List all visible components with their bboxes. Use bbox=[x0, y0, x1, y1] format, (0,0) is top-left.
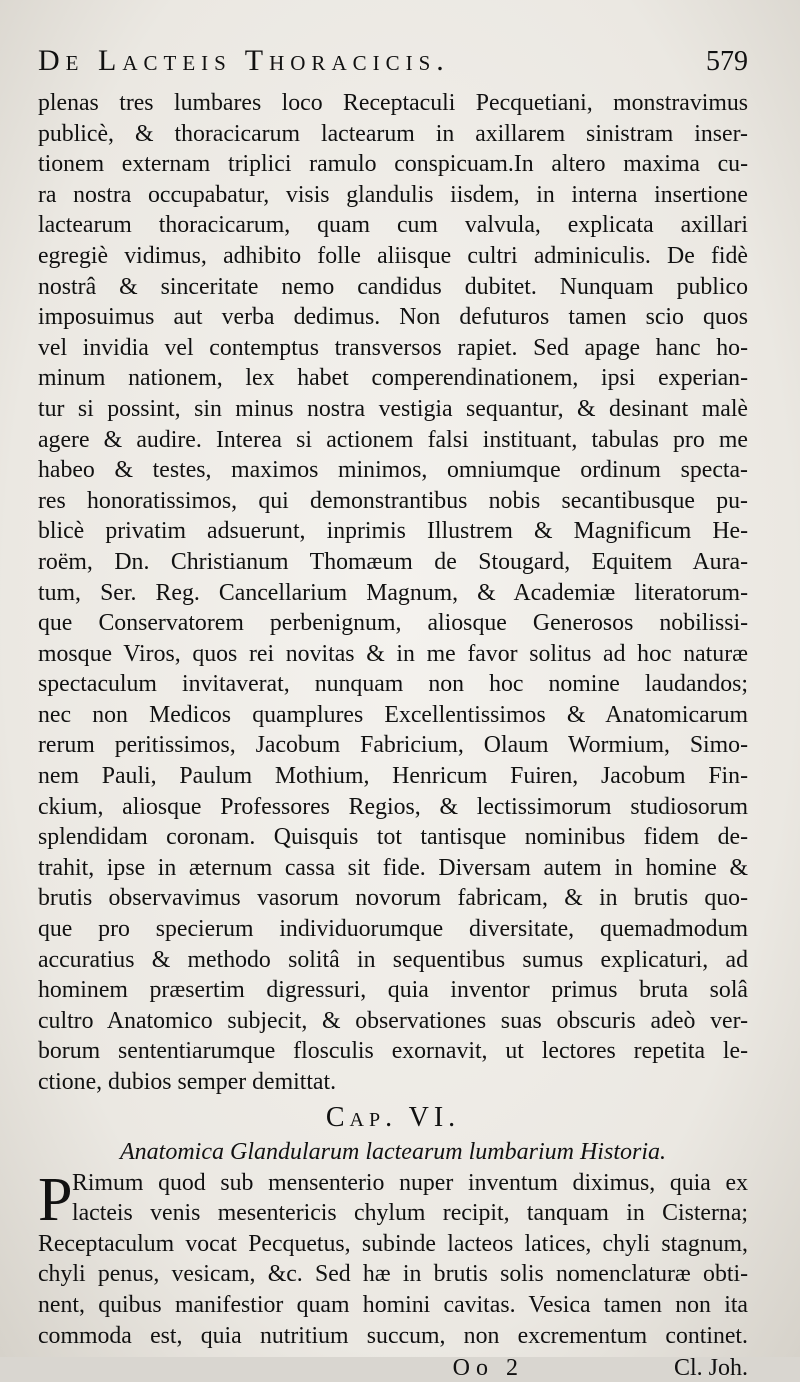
text-line: res honoratissimos, qui demonstrantibus nobis secantibusque pu- bbox=[38, 487, 748, 514]
catchword: Cl. Joh. bbox=[673, 1355, 748, 1382]
text-line: ckium, aliosque Professores Regios, & lectissimorum studiosorum bbox=[38, 793, 748, 820]
text-line: ra nostra occupabatur, visis glandulis iisdem, in interna insertione bbox=[38, 181, 748, 208]
text-line: tur si possint, sin minus nostra vestigia sequantur, & desinant malè bbox=[38, 395, 748, 422]
running-title: De Lacteis Thoracicis. bbox=[38, 44, 450, 77]
chapter-text-line: nent, quibus manifestior quam homini cavitas. Vesica tamen non ita bbox=[38, 1291, 748, 1318]
text-line: publicè, & thoracicarum lactearum in axillarem sinistram inser- bbox=[38, 120, 748, 147]
text-line: egregiè vidimus, adhibito folle aliisque cultri adminiculis. De fidè bbox=[38, 242, 748, 269]
text-line: splendidam coronam. Quisquis tot tantisque nominibus fidem de- bbox=[38, 824, 748, 851]
text-line: brutis observavimus vasorum novorum fabricam, & in brutis quo- bbox=[38, 885, 748, 912]
text-line: lactearum thoracicarum, quam cum valvula, explicata axillari bbox=[38, 212, 748, 239]
text-line: borum sententiarumque flosculis exornavit, ut lectores repetita le- bbox=[38, 1038, 748, 1065]
text-line: imposuimus aut verba dedimus. Non defuturos tamen scio quos bbox=[38, 304, 748, 331]
text-line: tum, Ser. Reg. Cancellarium Magnum, & Academiæ literatorum- bbox=[38, 579, 748, 606]
text-line: nostrâ & sinceritate nemo candidus dubitet. Nunquam publico bbox=[38, 273, 748, 300]
running-head bbox=[38, 44, 748, 88]
text-line: minum nationem, lex habet comperendinationem, ipsi experian- bbox=[38, 365, 748, 392]
text-line: habeo & testes, maximos minimos, omniumque ordinum specta- bbox=[38, 457, 748, 484]
text-line: agere & audire. Interea si actionem falsi instituant, tabulas pro me bbox=[38, 426, 748, 453]
text-line: spectaculum invitaverat, nunquam non hoc nomine laudandos; bbox=[38, 671, 748, 698]
text-line: vel invidia vel contemptus transversos rapiet. Sed apage hanc ho- bbox=[38, 334, 748, 361]
chapter-heading: Cap. VI. bbox=[325, 1101, 461, 1133]
text-line: hominem præsertim digressuri, quia inventor primus bruta solâ bbox=[38, 977, 748, 1004]
text-line: rerum peritissimos, Jacobum Fabricium, Olaum Wormium, Simo- bbox=[38, 732, 748, 759]
page-number: 579 bbox=[706, 46, 748, 77]
signature-mark: Oo 2 bbox=[452, 1355, 524, 1382]
page-footer bbox=[38, 1355, 748, 1382]
text-line: ctione, dubios semper demittat. bbox=[38, 1069, 337, 1095]
text-line: trahit, ipse in æternum cassa sit fide. Diversam autem in homine & bbox=[38, 854, 748, 881]
chapter-text-line: lacteis venis mesentericis chylum recipit, tanquam in Cisterna; bbox=[72, 1200, 748, 1227]
chapter-text-line: chyli penus, vesicam, &c. Sed hæ in brutis solis nomenclaturæ obti- bbox=[38, 1261, 748, 1288]
body-text bbox=[38, 88, 748, 1098]
text-line: mosque Viros, quos rei novitas & in me favor solitus ad hoc naturæ bbox=[38, 640, 748, 667]
chapter-subtitle: Anatomica Glandularum lactearum lumbarium Historia. bbox=[120, 1138, 666, 1165]
text-line: que pro specierum individuorumque diversitate, quemadmodum bbox=[38, 916, 748, 943]
text-line: que Conservatorem perbenignum, aliosque Generosos nobilissi- bbox=[38, 610, 748, 637]
chapter-first-paragraph bbox=[38, 1165, 748, 1352]
text-line: roëm, Dn. Christianum Thomæum de Stougard, Equitem Aura- bbox=[38, 548, 748, 575]
text-line: plenas tres lumbares loco Receptaculi Pecquetiani, monstravimus bbox=[38, 90, 748, 116]
chapter-text-line: Rimum quod sub mensenterio nuper inventum diximus, quia ex bbox=[72, 1169, 748, 1196]
drop-cap: P bbox=[38, 1165, 73, 1234]
chapter-text bbox=[38, 1165, 748, 1352]
text-line: tionem externam triplici ramulo conspicuam.In altero maxima cu- bbox=[38, 151, 748, 178]
text-line: nem Pauli, Paulum Mothium, Henricum Fuiren, Jacobum Fin- bbox=[38, 763, 748, 790]
chapter-text-line: commoda est, quia nutritium succum, non excrementum continet. bbox=[38, 1322, 748, 1349]
text-line: blicè privatim adsuerunt, inprimis Illustrem & Magnificum He- bbox=[38, 518, 748, 545]
text-line: accuratius & methodo solitâ in sequentibus sumus explicaturi, ad bbox=[38, 946, 748, 973]
text-line: nec non Medicos quamplures Excellentissimos & Anatomicarum bbox=[38, 701, 748, 728]
text-line: cultro Anatomico subjecit, & observationes suas obscuris adeò ver- bbox=[38, 1007, 748, 1034]
chapter-text-line: Receptaculum vocat Pecquetus, subinde lacteos latices, chyli stagnum, bbox=[38, 1230, 748, 1257]
